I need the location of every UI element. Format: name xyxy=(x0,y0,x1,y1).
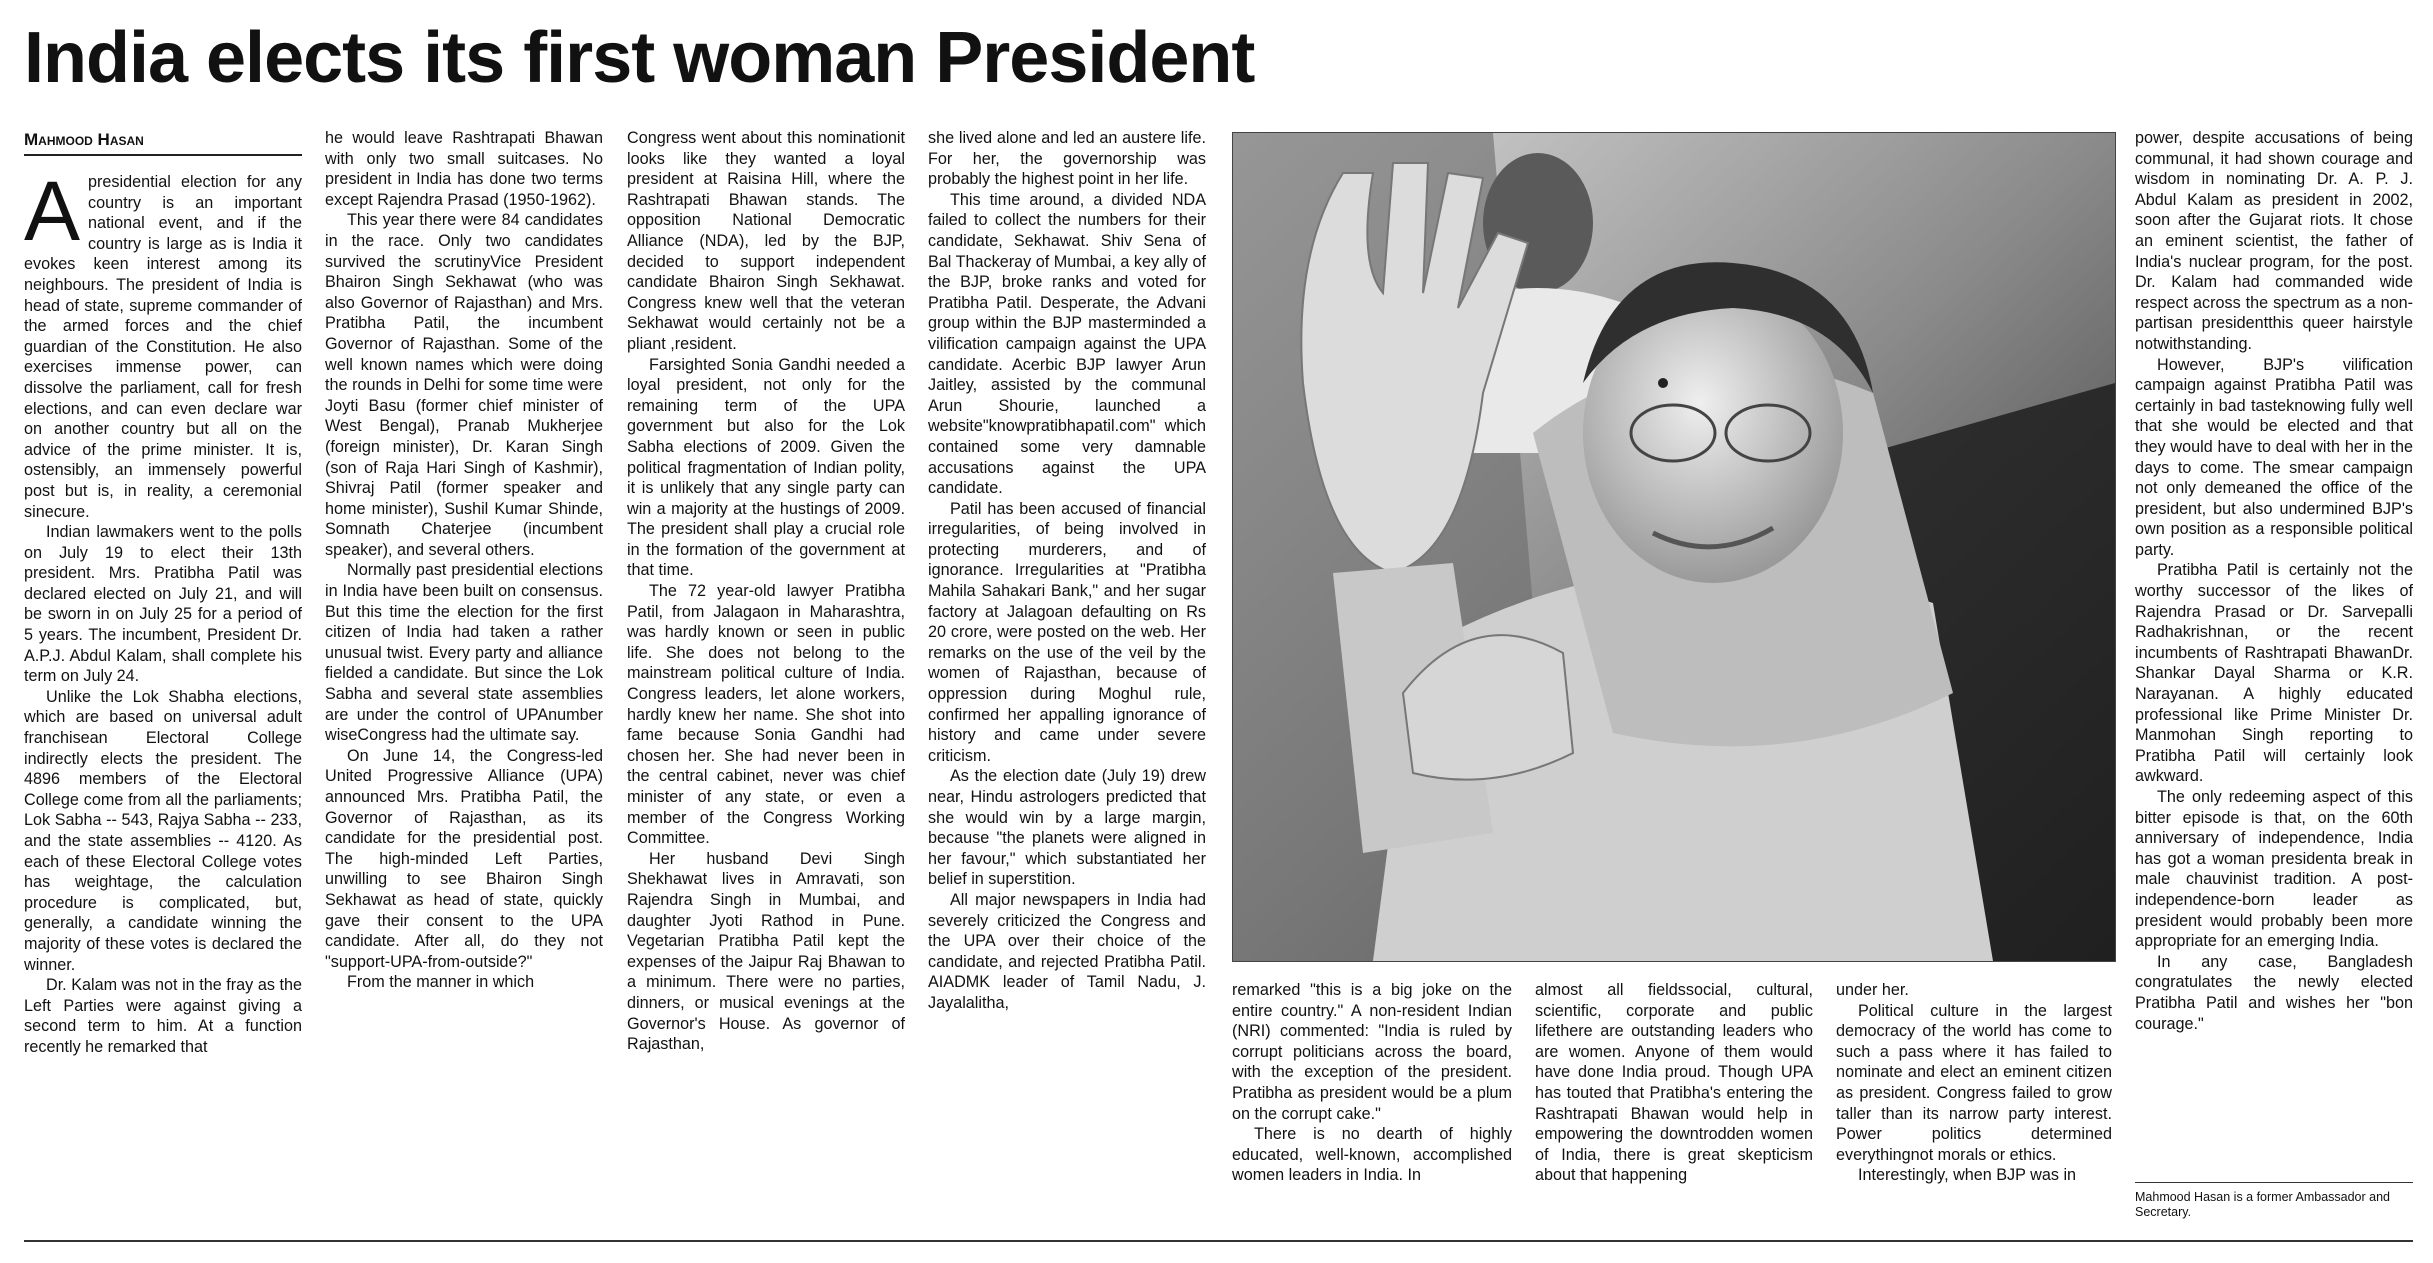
article-column-8 xyxy=(2135,128,2413,1178)
drop-cap: A xyxy=(24,172,81,258)
article-paragraph: Patil has been accused of financial irregularities, of being involved in protecting murderers, and of ignorance. Irregularities at "Pratibha Mahila Sahakari Bank," and her sugar factory at Jalagoan defaulting on Rs 20 crore, were posted on the web. Her remarks on the use of the veil by the women of Rajasthan, because of oppression during Moghul rule, confirmed her appalling ignorance of history and came under severe criticism. xyxy=(928,499,1206,765)
article-paragraph: All major newspapers in India had severely criticized the Congress and the UPA over their choice of the candidate, and rejected Pratibha Patil. AIADMK leader of Tamil Nadu, J. Jayalalitha, xyxy=(928,890,1206,1012)
article-paragraph: Her husband Devi Singh Shekhawat lives in Amravati, son Rajendra Singh in Mumbai, and daughter Jyoti Rathod in Pune. Vegetarian Pratibha Patil kept the expenses of the Jaipur Raj Bhawan to a minimum. There were no parties, dinners, or musical evenings at the Governor's House. As governor of Rajasthan, xyxy=(627,849,905,1054)
article-paragraph: From the manner in which xyxy=(347,973,535,992)
article-paragraph: As the election date (July 19) drew near, Hindu astrologers predicted that she would win by a large margin, because "the planets were aligned in her favour," which substantiated her belief in superstition. xyxy=(928,767,1206,889)
article-paragraph: There is no dearth of highly educated, well-known, accomplished women leaders in India. In xyxy=(1232,1125,1512,1185)
article-paragraph: Interestingly, when BJP was in xyxy=(1858,1166,2077,1185)
article-column-2 xyxy=(325,128,603,1222)
article-paragraph: Dr. Kalam was not in the fray as the Left Parties were against giving a second term to him. At a function recently he remarked that xyxy=(24,976,302,1056)
article-paragraph: In any case, Bangladesh congratulates the newly elected Pratibha Patil and wishes her "bon courage." xyxy=(2135,952,2413,1033)
caption-divider xyxy=(2135,1182,2413,1183)
article-paragraph: Apresidential election for any country is an important national event, and if the country is large as is India it evokes keen interest among its neighbours. The president of India is head of state, supreme commander of the armed forces and the chief guardian of the Constitution. He also exercises immense power, can dissolve the parliament, call for fresh elections, and can even declare war on another country but all on the advice of the prime minister. It is, ostensibly, an immensely powerful post but is, in reality, a ceremonial sinecure. xyxy=(24,172,302,521)
article-paragraph: almost all fieldssocial, cultural, scientific, corporate and public lifethere are outstanding leaders who are women. Anyone of them would have done India proud. Though UPA has touted that Pratibha's entering the Rashtrapati Bhawan would help in empowering the downtrodden women of India, there is great skepticism about that happening xyxy=(1535,981,1813,1185)
article-paragraph: Congress went about this nominationit looks like they wanted a loyal president at Raisina Hill, where the Rashtrapati Bhawan stands. The opposition National Democratic Alliance (NDA), led by the BJP, decided to support independent candidate Bhairon Singh Sekhawat. Congress knew well that the veteran Sekhawat would certainly not be a pliant ,resident. xyxy=(627,129,905,353)
article-paragraph: Political culture in the largest democracy of the world has come to such a pass where it has failed to nominate and elect an eminent citizen as president. Congress failed to grow taller than its narrow party interest. Power politics determined everythingnot morals or ethics. xyxy=(1836,1001,2112,1164)
article-paragraph: Unlike the Lok Shabha elections, which are based on universal adult franchisean Electoral College indirectly elects the president. The 4896 members of the Electoral College come from all the parliaments; Lok Sabha -- 543, Rajya Sabha -- 233, and the state assemblies -- 4120. As each of these Electoral College votes has weightage, the calculation procedure is complicated, but, generally, a candidate winning the majority of these votes is declared the winner. xyxy=(24,687,302,974)
headline: India elects its first woman President xyxy=(24,18,1255,98)
president-photo xyxy=(1232,132,2116,962)
article-paragraph: Indian lawmakers went to the polls on July 19 to elect their 13th president. Mrs. Pratibha Patil was declared elected on July 21, and will be sworn in on July 25 for a period of 5 years. The incumbent, President Dr. A.P.J. Abdul Kalam, shall complete his term on July 24. xyxy=(24,523,302,686)
photo-illustration xyxy=(1233,133,2115,961)
article-paragraph: he would leave Rashtrapati Bhawan with only two small suitcases. No president in India has done two terms except Rajendra Prasad (1950-1962). xyxy=(325,129,603,209)
article-paragraph: remarked "this is a big joke on the entire country." A non-resident Indian (NRI) commented: "India is ruled by corrupt politicians across the board, with the exception of the president. Pratibha as president would be a plum on the corrupt cake." xyxy=(1232,981,1512,1123)
article-column-6 xyxy=(1535,980,1813,1220)
article-paragraph: under her. xyxy=(1836,981,1909,999)
article-paragraph: On June 14, the Congress-led United Progressive Alliance (UPA) announced Mrs. Pratibha Patil, the Governor of Rajasthan, as its candidate for the presidential post. The high-minded Left Parties, unwilling to see Bhairon Singh Sekhawat as head of state, quickly gave their consent to the UPA candidate. After all, do they not "support-UPA-from-outside?" xyxy=(325,746,603,971)
article-paragraph: However, BJP's vilification campaign against Pratibha Patil was certainly in bad tasteknowing fully well that she would be elected and that they would have to deal with her in the days to come. The smear campaign not only demeaned the office of the president, but also undermined BJP's own position as a responsible political party. xyxy=(2135,355,2413,559)
bottom-rule xyxy=(24,1240,2413,1242)
article-column-3 xyxy=(627,128,905,1222)
article-paragraph: power, despite accusations of being communal, it had shown courage and wisdom in nominating Dr. A. P. J. Abdul Kalam as president in 2002, soon after the Gujarat riots. It chose an eminent scientist, the father of India's nuclear program, for the post. Dr. Kalam had commanded wide respect across the spectrum as a non-partisan presidentthis queer hairstyle notwithstanding. xyxy=(2135,129,2413,353)
article-paragraph: The 72 year-old lawyer Pratibha Patil, from Jalagaon in Maharashtra, was hardly known or seen in public life. She does not belong to the mainstream political culture of India. Congress leaders, let alone workers, hardly knew her name. She shot into fame because Sonia Gandhi had chosen her. She had never been in the central cabinet, never was chief minister of any state, or even a member of the Congress Working Committee. xyxy=(627,582,905,848)
article-column-5 xyxy=(1232,980,1512,1220)
author-note: Mahmood Hasan is a former Ambassador and Secretary. xyxy=(2135,1190,2390,1219)
article-paragraph: This year there were 84 candidates in the race. Only two candidates survived the scrutinyVice President Bhairon Singh Sekhawat (who was also Governor of Rajasthan) and Mrs. Pratibha Patil, the incumbent Governor of Rajasthan. Some of the well known names which were doing the rounds in Delhi for some time were Joyti Basu (former chief minister of West Bengal), Pranab Mukherjee (foreign minister), Dr. Karan Singh (son of Raja Hari Singh of Kashmir), Shivraj Patil (former speaker and home minister), Sushil Kumar Shinde, Somnath Chaterjee (incumbent speaker), and several others. xyxy=(325,211,603,559)
article-paragraph: Farsighted Sonia Gandhi needed a loyal president, not only for the remaining term of the UPA government but also for the Lok Sabha elections of 2009. Given the political fragmentation of Indian polity, it is unlikely that any single party can win a majority at the hustings of 2009. The president shall play a crucial role in the formation of the government at that time. xyxy=(627,355,905,580)
article-column-1 xyxy=(24,172,302,1222)
article-paragraph: Normally past presidential elections in India have been built on consensus. But this time the election for the first citizen of India had taken a rather unusual twist. Every party and alliance fielded a candidate. But since the Lok Sabha and several state assemblies are under the control of UPAnumber wiseCongress had the ultimate say. xyxy=(325,561,603,745)
article-paragraph: This time around, a divided NDA failed to collect the numbers for their candidate, Sekhawat. Shiv Sena of Bal Thackeray of Mumbai, a key ally of the BJP, broke ranks and voted for Pratibha Patil. Desperate, the Advani group within the BJP masterminded a vilification campaign against the UPA candidate. Acerbic BJP lawyer Arun Jaitley, assisted by the communal Arun Shourie, launched a website"knowpratibhapatil.com" which contained some very damnable accusations against the UPA candidate. xyxy=(928,190,1206,498)
article-paragraph: The only redeeming aspect of this bitter episode is that, on the 60th anniversary of independence, India has got a woman presidenta break in male chauvinist tradition. A post-independence-born leader as president would probably been more appropriate for an emerging India. xyxy=(2135,788,2413,951)
article-column-4 xyxy=(928,128,1206,1222)
article-paragraph: she lived alone and led an austere life. For her, the governorship was probably the highest point in her life. xyxy=(928,129,1206,189)
byline: Mahmood Hasan xyxy=(24,130,302,156)
article-paragraph: Pratibha Patil is certainly not the worthy successor of the likes of Rajendra Prasad or Dr. Sarvepalli Radhakrishnan, or the recent incumbents of Rashtrapati BhawanDr. Shankar Dayal Sharma or K.R. Narayanan. A highly educated professional like Prime Minister Dr. Manmohan Singh reporting to Pratibha Patil will certainly look awkward. xyxy=(2135,561,2413,786)
article-column-7 xyxy=(1836,980,2112,1220)
